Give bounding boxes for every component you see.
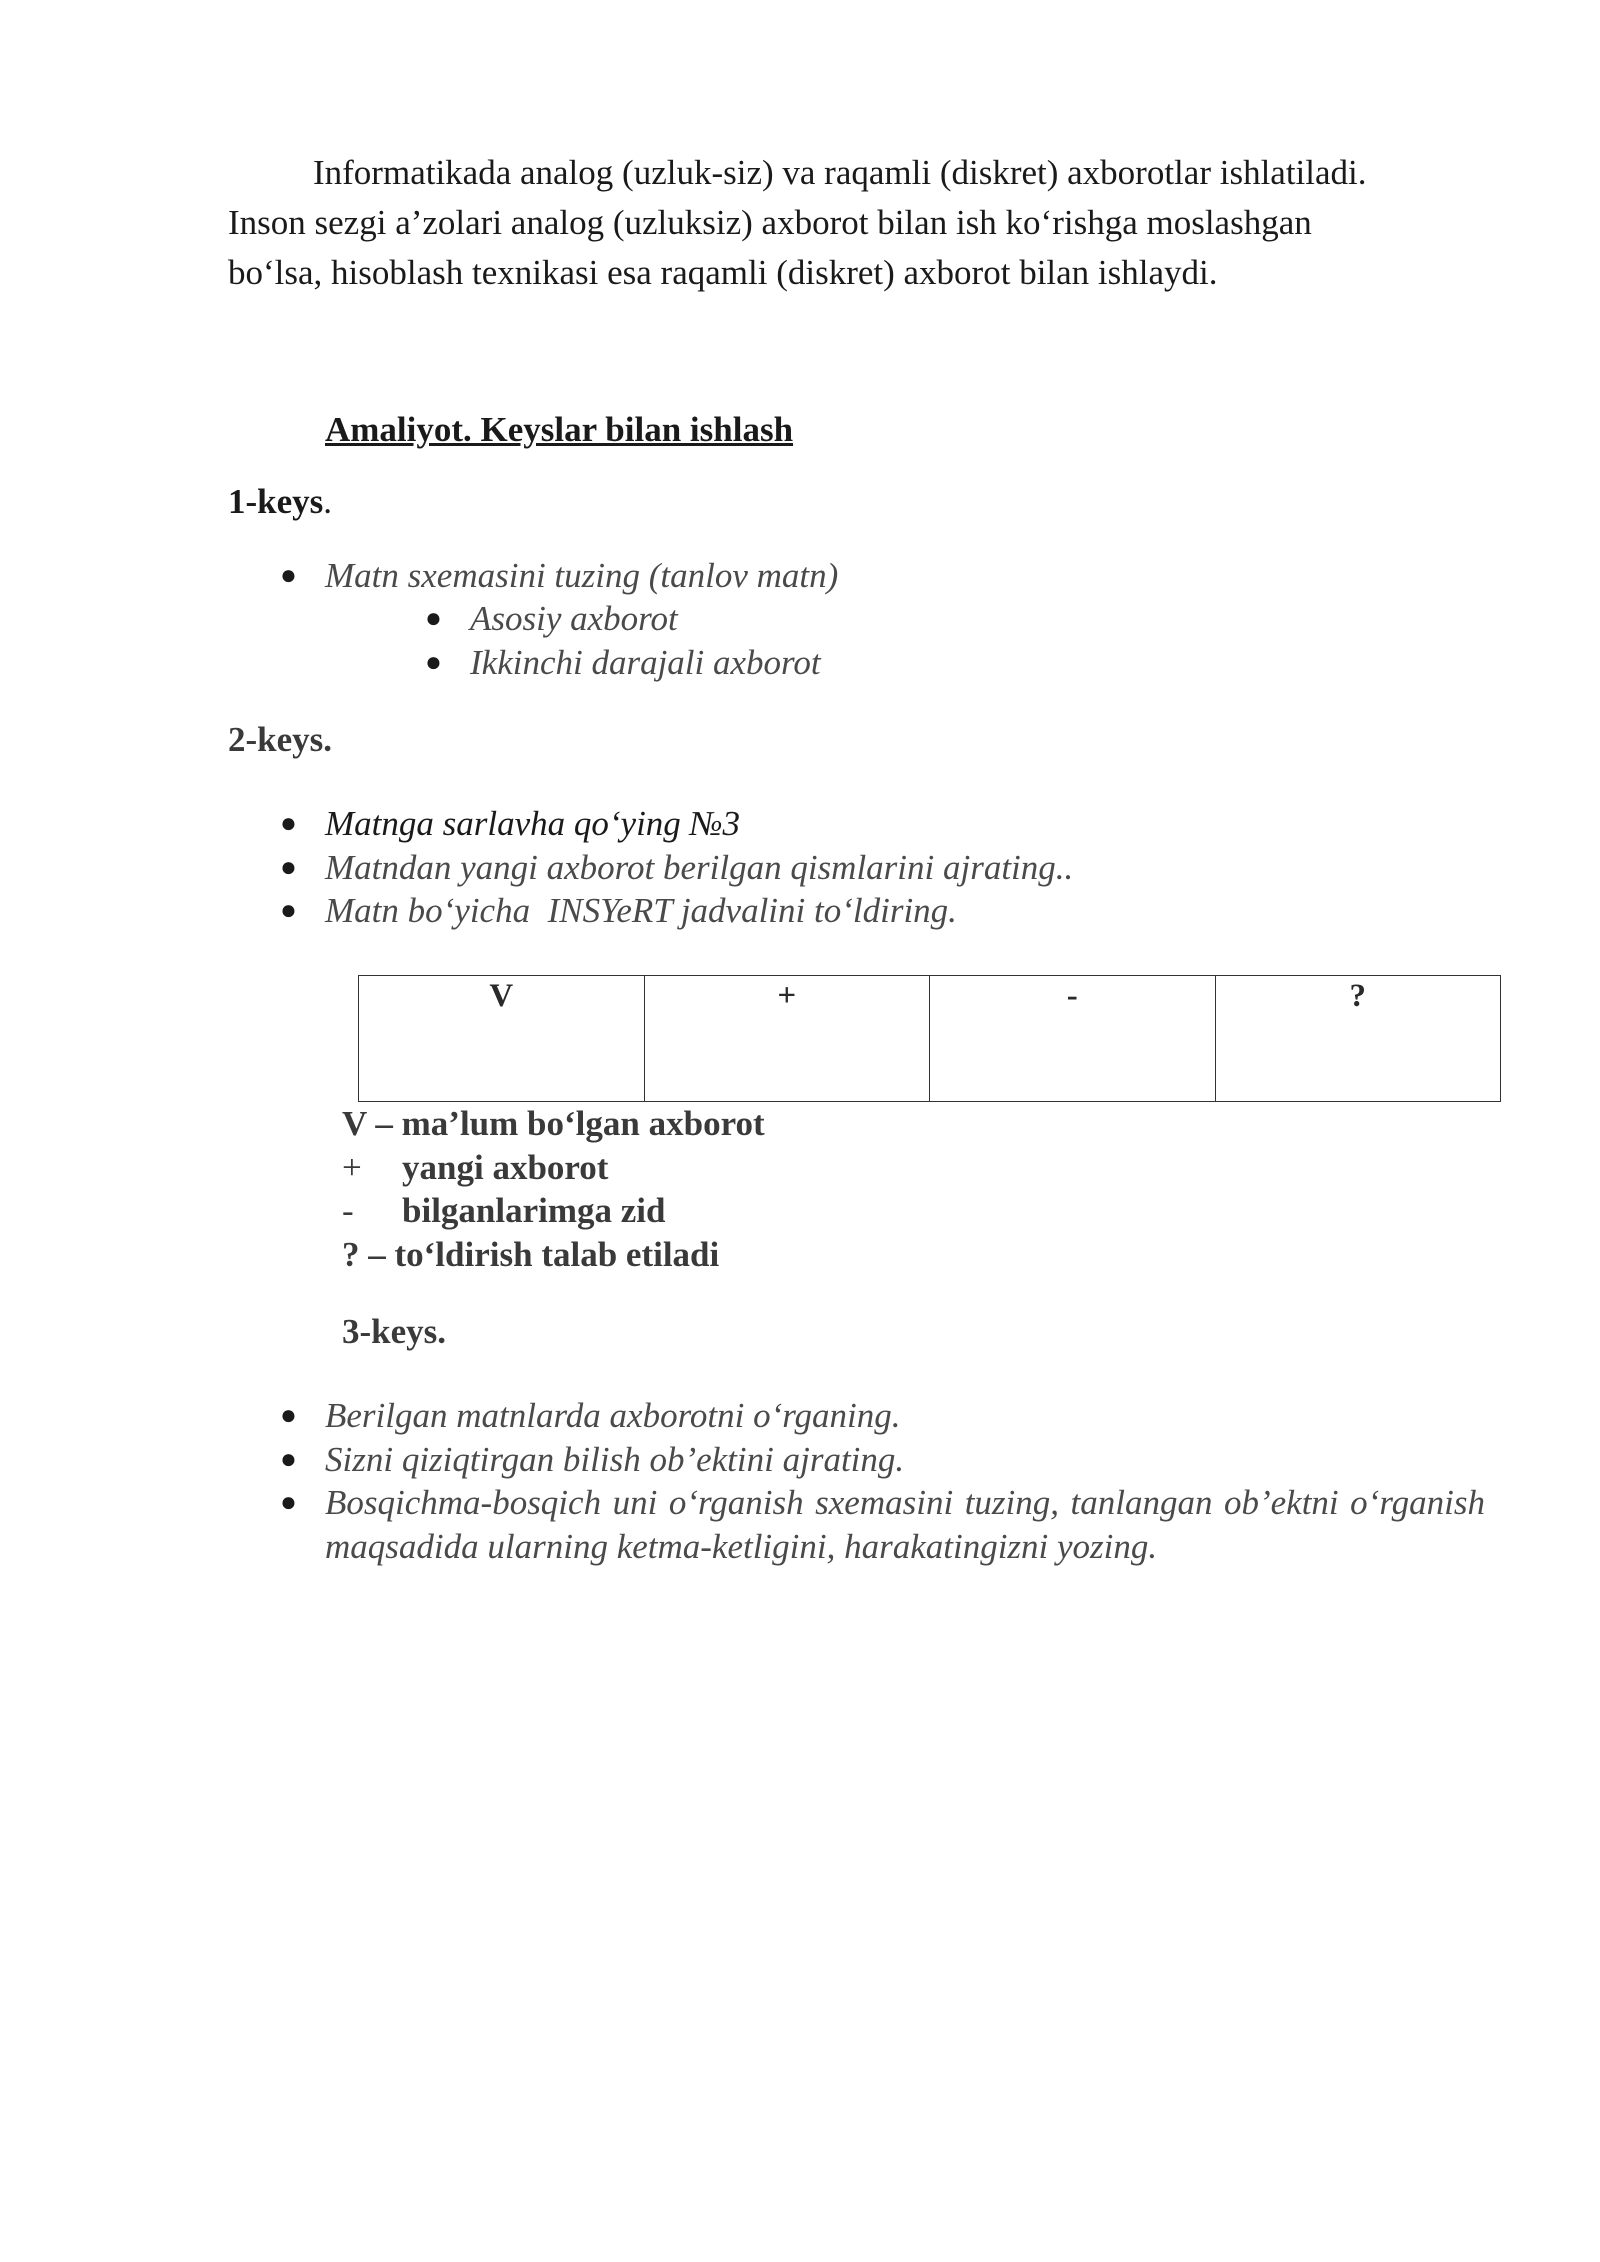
insert-table bbox=[358, 975, 1501, 1102]
bullet-icon: ● bbox=[280, 1443, 297, 1475]
keys-3-label: 3-keys. bbox=[342, 1312, 447, 1351]
bullet-icon: ● bbox=[425, 646, 442, 678]
keys-2-label: 2-keys. bbox=[228, 720, 333, 759]
list-item: ● Ikkinchi darajali axborot bbox=[470, 641, 821, 685]
list-item: ● Berilgan matnlarda axborotni o‘rganing. bbox=[325, 1394, 1485, 1438]
legend-row: V – ma’lum bo‘lgan axborot bbox=[342, 1104, 765, 1143]
bullet-icon: ● bbox=[280, 1400, 297, 1431]
intro-line-3: bo‘lsa, hisoblash texnikasi esa raqamli (diskret) axborot bilan ishlaydi. bbox=[228, 253, 1218, 292]
list-item: ● Matnga sarlavha qo‘ying №3 bbox=[325, 802, 1073, 846]
legend-row: ? – to‘ldirish talab etiladi bbox=[342, 1234, 720, 1274]
bullet-icon: ● bbox=[280, 851, 297, 883]
keys-1-sublist bbox=[425, 597, 821, 684]
table-header-cell: - bbox=[930, 976, 1216, 1102]
table-legend bbox=[342, 1102, 765, 1276]
intro-paragraph bbox=[228, 148, 1488, 298]
list-item: ● Asosiy axborot bbox=[470, 597, 821, 641]
keys-1-label: 1-keys. bbox=[228, 482, 333, 521]
section-heading: Amaliyot. Keyslar bilan ishlash bbox=[325, 410, 794, 449]
intro-line-2: Inson sezgi a’zolari analog (uzluksiz) axborot bilan ish ko‘rishga moslashgan bbox=[228, 203, 1312, 242]
bullet-icon: ● bbox=[280, 895, 297, 926]
table-header-cell: + bbox=[644, 976, 930, 1102]
bullet-icon: ● bbox=[280, 560, 297, 591]
table-row bbox=[359, 976, 1501, 1102]
intro-line-1: Informatikada analog (uzluk-siz) va raqamli (diskret) axborotlar ishlatiladi. bbox=[313, 153, 1367, 192]
legend-row: + yangi axborot bbox=[342, 1147, 609, 1187]
list-item: ● Bosqichma-bosqich uni o‘rganish sxemasini tuzing, tanlangan ob’ektni o‘rganish maqsadida ularning ketma-ketligini, harakatingizni yozing. bbox=[280, 1483, 1485, 1566]
table-header-cell: V bbox=[359, 976, 645, 1102]
list-item: ● Matn bo‘yicha INSYeRT jadvalini to‘ldiring. bbox=[325, 889, 1073, 933]
bullet-icon: ● bbox=[280, 808, 297, 839]
list-item: ● Matndan yangi axborot berilgan qismlarini ajrating.. bbox=[325, 846, 1073, 890]
list-item: ● Matn sxemasini tuzing (tanlov matn) bbox=[325, 554, 838, 598]
table-header-cell: ? bbox=[1215, 976, 1501, 1102]
keys-1-list bbox=[280, 554, 839, 598]
keys-3-list bbox=[280, 1394, 1485, 1568]
keys-2-list bbox=[280, 802, 1074, 933]
bullet-icon: ● bbox=[425, 603, 442, 634]
list-item: ● Sizni qiziqtirgan bilish ob’ektini ajrating. bbox=[325, 1438, 1485, 1482]
legend-row: - bilganlarimga zid bbox=[342, 1191, 666, 1230]
bullet-icon: ● bbox=[280, 1487, 297, 1518]
